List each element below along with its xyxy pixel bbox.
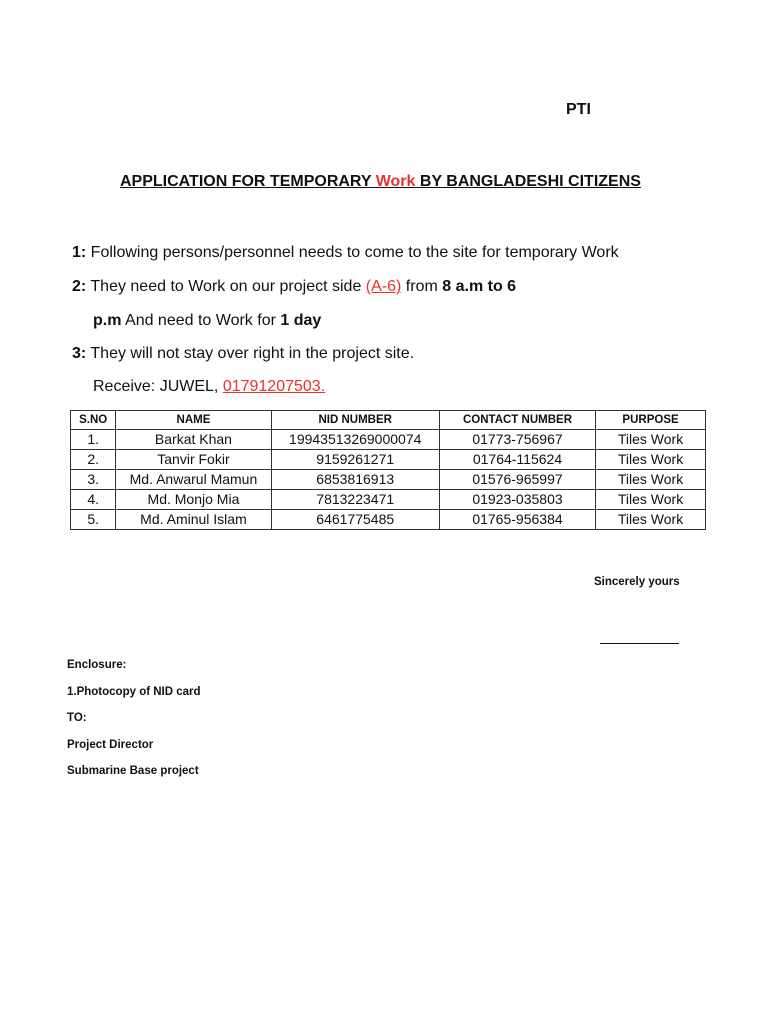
- point-2-continued: [93, 312, 321, 330]
- point-1-text: Following persons/personnel needs to come to the site for temporary Work: [86, 244, 619, 261]
- work-time-end: p.m: [93, 312, 122, 329]
- organization-label: PTI: [566, 101, 591, 118]
- cell-nid: 9159261271: [271, 450, 439, 470]
- header-name: NAME: [116, 411, 271, 430]
- header-nid: NID NUMBER: [271, 411, 439, 430]
- cell-nid: 6853816913: [271, 470, 439, 490]
- cell-name: Md. Monjo Mia: [116, 490, 271, 510]
- table-row: [71, 490, 706, 510]
- header-purpose: PURPOSE: [596, 411, 706, 430]
- to-label: TO:: [67, 712, 87, 724]
- closing-salutation: Sincerely yours: [594, 576, 680, 588]
- enclosure-item: 1.Photocopy of NID card: [67, 686, 201, 698]
- point-3-number: 3:: [72, 345, 87, 362]
- cell-purpose: Tiles Work: [596, 430, 706, 450]
- recipient-title: Project Director: [67, 739, 154, 751]
- enclosure-label: Enclosure:: [67, 659, 127, 671]
- cell-sno: 4.: [71, 490, 116, 510]
- cell-nid: 6461775485: [271, 510, 439, 530]
- cell-sno: 3.: [71, 470, 116, 490]
- cell-sno: 5.: [71, 510, 116, 530]
- cell-purpose: Tiles Work: [596, 490, 706, 510]
- point-3: [72, 345, 414, 363]
- cell-contact: 01923-035803: [439, 490, 595, 510]
- cell-sno: 2.: [71, 450, 116, 470]
- cell-name: Md. Aminul Islam: [116, 510, 271, 530]
- cell-purpose: Tiles Work: [596, 510, 706, 530]
- receiver-phone: 01791207503.: [222, 378, 326, 395]
- point-2: [72, 278, 516, 296]
- title-part-2: BY BANGLADESHI CITIZENS: [415, 173, 641, 190]
- cell-contact: 01576-965997: [439, 470, 595, 490]
- cell-nid: 19943513269000074: [271, 430, 439, 450]
- work-time: 8 a.m to 6: [442, 278, 517, 295]
- project-site-code: (A-6): [365, 278, 402, 295]
- cell-contact: 01764-115624: [439, 450, 595, 470]
- cell-nid: 7813223471: [271, 490, 439, 510]
- point-2-text-b: from: [401, 278, 443, 295]
- cell-contact: 01773-756967: [439, 430, 595, 450]
- title-highlight: Work: [375, 173, 416, 190]
- point-1-number: 1:: [72, 244, 87, 261]
- point-2-text-a: They need to Work on our project side: [86, 278, 366, 295]
- personnel-table: [70, 410, 706, 530]
- cell-name: Barkat Khan: [116, 430, 271, 450]
- cell-purpose: Tiles Work: [596, 450, 706, 470]
- cell-contact: 01765-956384: [439, 510, 595, 530]
- title-part-1: APPLICATION FOR TEMPORARY: [120, 173, 376, 190]
- work-duration: 1 day: [280, 312, 322, 329]
- point-3-text: They will not stay over right in the project site.: [86, 345, 415, 362]
- document-title: [120, 173, 641, 191]
- cell-purpose: Tiles Work: [596, 470, 706, 490]
- table-row: [71, 450, 706, 470]
- recipient-organization: Submarine Base project: [67, 765, 199, 777]
- header-contact: CONTACT NUMBER: [439, 411, 595, 430]
- point-2-cont-text: And need to Work for: [121, 312, 281, 329]
- cell-sno: 1.: [71, 430, 116, 450]
- point-2-number: 2:: [72, 278, 87, 295]
- header-sno: S.NO: [71, 411, 116, 430]
- receiver-line: [93, 378, 325, 396]
- point-1: [72, 244, 619, 262]
- table-row: [71, 470, 706, 490]
- receiver-label: Receive: JUWEL,: [93, 378, 223, 395]
- cell-name: Md. Anwarul Mamun: [116, 470, 271, 490]
- signature-line: [600, 643, 679, 644]
- table-row: [71, 510, 706, 530]
- cell-name: Tanvir Fokir: [116, 450, 271, 470]
- table-row: [71, 430, 706, 450]
- table-header-row: [71, 411, 706, 430]
